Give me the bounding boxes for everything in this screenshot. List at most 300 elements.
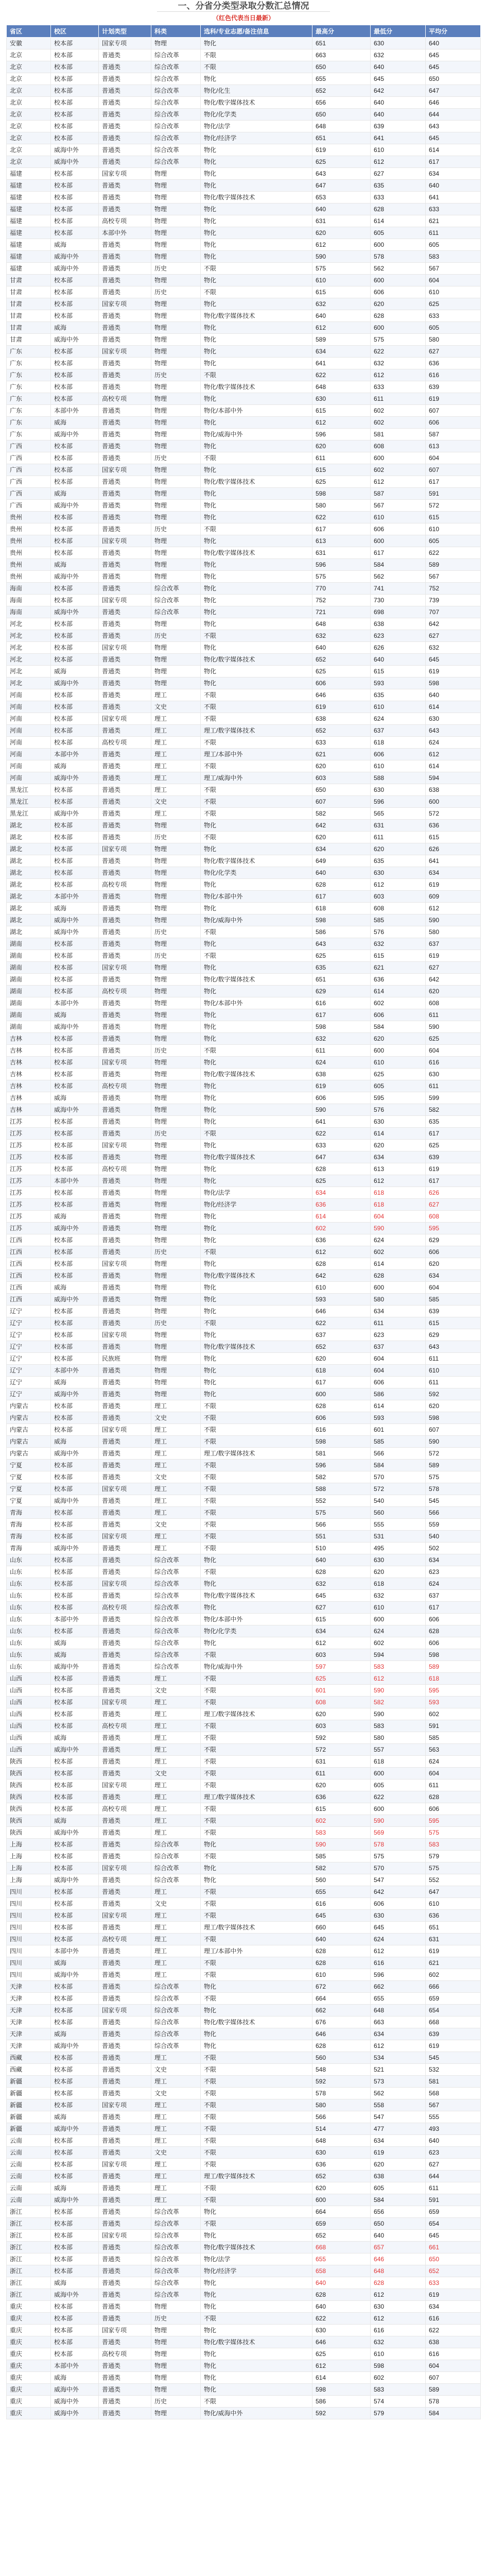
cell-province: 重庆 bbox=[7, 2396, 51, 2408]
cell-max-score: 612 bbox=[312, 1637, 371, 1649]
cell-subject: 物理 bbox=[151, 2336, 201, 2348]
cell-avg-score: 604 bbox=[426, 452, 481, 464]
table-row bbox=[7, 1471, 481, 1483]
table-row bbox=[7, 1791, 481, 1803]
cell-min-score: 642 bbox=[371, 85, 426, 97]
cell-remark: 不限 bbox=[201, 784, 312, 796]
cell-campus: 威海中外 bbox=[51, 1388, 99, 1400]
cell-province: 湖北 bbox=[7, 843, 51, 855]
cell-province: 海南 bbox=[7, 595, 51, 606]
cell-subject: 综合改革 bbox=[151, 1851, 201, 1862]
cell-campus: 威海中外 bbox=[51, 808, 99, 820]
cell-plan-type: 普通类 bbox=[99, 571, 151, 583]
cell-campus: 校本部 bbox=[51, 1839, 99, 1851]
cell-campus: 校本部 bbox=[51, 950, 99, 962]
cell-province: 山东 bbox=[7, 1649, 51, 1661]
cell-avg-score: 630 bbox=[426, 713, 481, 725]
cell-plan-type: 普通类 bbox=[99, 121, 151, 132]
cell-campus: 校本部 bbox=[51, 618, 99, 630]
table-row bbox=[7, 310, 481, 322]
cell-subject: 历史 bbox=[151, 523, 201, 535]
cell-avg-score: 654 bbox=[426, 2218, 481, 2230]
cell-subject: 物理 bbox=[151, 1187, 201, 1199]
cell-campus: 校本部 bbox=[51, 393, 99, 405]
cell-avg-score: 585 bbox=[426, 1294, 481, 1306]
cell-min-score: 616 bbox=[371, 2325, 426, 2336]
cell-min-score: 656 bbox=[371, 2206, 426, 2218]
cell-max-score: 770 bbox=[312, 583, 371, 595]
table-row bbox=[7, 1993, 481, 2005]
cell-campus: 校本部 bbox=[51, 2171, 99, 2182]
cell-avg-score: 634 bbox=[426, 168, 481, 180]
cell-campus: 校本部 bbox=[51, 1886, 99, 1898]
header-province: 省区 bbox=[7, 25, 51, 38]
cell-remark: 物化 bbox=[201, 168, 312, 180]
cell-plan-type: 普通类 bbox=[99, 1045, 151, 1057]
cell-avg-score: 620 bbox=[426, 1400, 481, 1412]
cell-campus: 校本部 bbox=[51, 2135, 99, 2147]
cell-subject: 物理 bbox=[151, 1163, 201, 1175]
cell-avg-score: 589 bbox=[426, 559, 481, 571]
cell-min-score: 639 bbox=[371, 121, 426, 132]
cell-min-score: 593 bbox=[371, 677, 426, 689]
cell-remark: 物化 bbox=[201, 1329, 312, 1341]
cell-min-score: 698 bbox=[371, 606, 426, 618]
cell-max-score: 640 bbox=[312, 1934, 371, 1945]
table-row bbox=[7, 2253, 481, 2265]
cell-subject: 综合改革 bbox=[151, 1661, 201, 1673]
cell-campus: 校本部 bbox=[51, 1590, 99, 1602]
table-row bbox=[7, 251, 481, 263]
cell-province: 江苏 bbox=[7, 1151, 51, 1163]
cell-plan-type: 普通类 bbox=[99, 1116, 151, 1128]
cell-campus: 校本部 bbox=[51, 168, 99, 180]
cell-campus: 校本部 bbox=[51, 1981, 99, 1993]
cell-campus: 威海中外 bbox=[51, 2194, 99, 2206]
cell-min-score: 602 bbox=[371, 405, 426, 417]
cell-avg-score: 572 bbox=[426, 1448, 481, 1460]
cell-remark: 不限 bbox=[201, 2123, 312, 2135]
cell-min-score: 606 bbox=[371, 286, 426, 298]
cell-campus: 校本部 bbox=[51, 1554, 99, 1566]
cell-remark: 不限 bbox=[201, 2135, 312, 2147]
cell-remark: 物化 bbox=[201, 358, 312, 369]
cell-campus: 校本部 bbox=[51, 85, 99, 97]
table-row bbox=[7, 1400, 481, 1412]
cell-remark: 物化 bbox=[201, 1223, 312, 1234]
cell-max-score: 617 bbox=[312, 1009, 371, 1021]
cell-avg-score: 624 bbox=[426, 737, 481, 749]
table-row bbox=[7, 1519, 481, 1531]
cell-plan-type: 普通类 bbox=[99, 760, 151, 772]
cell-max-score: 645 bbox=[312, 1590, 371, 1602]
cell-province: 重庆 bbox=[7, 2325, 51, 2336]
cell-campus: 威海中外 bbox=[51, 334, 99, 346]
cell-plan-type: 普通类 bbox=[99, 974, 151, 986]
cell-campus: 校本部 bbox=[51, 38, 99, 49]
cell-campus: 校本部 bbox=[51, 512, 99, 523]
cell-avg-score: 616 bbox=[426, 1057, 481, 1069]
table-row bbox=[7, 938, 481, 950]
cell-campus: 威海中外 bbox=[51, 1543, 99, 1554]
cell-avg-score: 626 bbox=[426, 1187, 481, 1199]
cell-max-score: 612 bbox=[312, 322, 371, 334]
cell-max-score: 630 bbox=[312, 2147, 371, 2159]
cell-remark: 不限 bbox=[201, 1910, 312, 1922]
cell-plan-type: 普通类 bbox=[99, 618, 151, 630]
cell-province: 广西 bbox=[7, 452, 51, 464]
cell-remark: 不限 bbox=[201, 1424, 312, 1436]
cell-province: 吉林 bbox=[7, 1104, 51, 1116]
cell-campus: 校本部 bbox=[51, 192, 99, 204]
cell-plan-type: 普通类 bbox=[99, 1993, 151, 2005]
cell-min-score: 615 bbox=[371, 950, 426, 962]
cell-plan-type: 普通类 bbox=[99, 1768, 151, 1780]
cell-subject: 综合改革 bbox=[151, 156, 201, 168]
cell-min-score: 613 bbox=[371, 1163, 426, 1175]
cell-avg-score: 618 bbox=[426, 1673, 481, 1685]
cell-plan-type: 普通类 bbox=[99, 263, 151, 275]
cell-min-score: 573 bbox=[371, 2076, 426, 2088]
cell-min-score: 606 bbox=[371, 523, 426, 535]
cell-subject: 物理 bbox=[151, 677, 201, 689]
cell-plan-type: 普通类 bbox=[99, 310, 151, 322]
cell-max-score: 640 bbox=[312, 867, 371, 879]
cell-min-score: 594 bbox=[371, 1649, 426, 1661]
cell-remark: 不限 bbox=[201, 1993, 312, 2005]
cell-province: 浙江 bbox=[7, 2253, 51, 2265]
cell-subject: 理工 bbox=[151, 1922, 201, 1934]
cell-subject: 物理 bbox=[151, 310, 201, 322]
cell-province: 江苏 bbox=[7, 1140, 51, 1151]
cell-province: 广西 bbox=[7, 488, 51, 500]
cell-max-score: 616 bbox=[312, 1424, 371, 1436]
cell-subject: 综合改革 bbox=[151, 1862, 201, 1874]
cell-plan-type: 普通类 bbox=[99, 784, 151, 796]
cell-subject: 物理 bbox=[151, 820, 201, 832]
cell-province: 云南 bbox=[7, 2135, 51, 2147]
cell-campus: 校本部 bbox=[51, 2253, 99, 2265]
cell-min-score: 606 bbox=[371, 1898, 426, 1910]
cell-max-score: 632 bbox=[312, 1033, 371, 1045]
cell-remark: 不限 bbox=[201, 2064, 312, 2076]
cell-plan-type: 普通类 bbox=[99, 61, 151, 73]
cell-remark: 不限 bbox=[201, 1957, 312, 1969]
cell-avg-score: 609 bbox=[426, 891, 481, 903]
cell-min-score: 614 bbox=[371, 215, 426, 227]
cell-avg-score: 610 bbox=[426, 1365, 481, 1377]
table-row bbox=[7, 1780, 481, 1791]
cell-avg-score: 639 bbox=[426, 1151, 481, 1163]
cell-plan-type: 普通类 bbox=[99, 1851, 151, 1862]
cell-subject: 理工 bbox=[151, 1507, 201, 1519]
cell-province: 贵州 bbox=[7, 535, 51, 547]
cell-province: 黑龙江 bbox=[7, 808, 51, 820]
table-row bbox=[7, 737, 481, 749]
cell-subject: 历史 bbox=[151, 452, 201, 464]
cell-max-score: 633 bbox=[312, 1140, 371, 1151]
table-row bbox=[7, 1981, 481, 1993]
table-row bbox=[7, 405, 481, 417]
table-row bbox=[7, 1862, 481, 1874]
cell-avg-score: 578 bbox=[426, 2396, 481, 2408]
cell-avg-score: 650 bbox=[426, 73, 481, 85]
cell-max-score: 575 bbox=[312, 263, 371, 275]
cell-province: 贵州 bbox=[7, 547, 51, 559]
cell-subject: 综合改革 bbox=[151, 595, 201, 606]
cell-campus: 本部中外 bbox=[51, 891, 99, 903]
cell-max-score: 551 bbox=[312, 1531, 371, 1543]
cell-subject: 物理 bbox=[151, 547, 201, 559]
cell-province: 湖北 bbox=[7, 855, 51, 867]
cell-min-score: 633 bbox=[371, 192, 426, 204]
cell-campus: 校本部 bbox=[51, 796, 99, 808]
cell-campus: 校本部 bbox=[51, 440, 99, 452]
cell-province: 宁夏 bbox=[7, 1460, 51, 1471]
cell-max-score: 628 bbox=[312, 1957, 371, 1969]
cell-avg-score: 639 bbox=[426, 2028, 481, 2040]
cell-province: 宁夏 bbox=[7, 1471, 51, 1483]
cell-province: 湖南 bbox=[7, 1009, 51, 1021]
cell-province: 湖南 bbox=[7, 962, 51, 974]
table-row bbox=[7, 2336, 481, 2348]
cell-avg-score: 585 bbox=[426, 1732, 481, 1744]
cell-avg-score: 633 bbox=[426, 310, 481, 322]
cell-min-score: 581 bbox=[371, 429, 426, 440]
cell-remark: 物化 bbox=[201, 1554, 312, 1566]
cell-min-score: 611 bbox=[371, 1317, 426, 1329]
table-row bbox=[7, 334, 481, 346]
cell-avg-score: 611 bbox=[426, 1080, 481, 1092]
cell-plan-type: 国家专项 bbox=[99, 1531, 151, 1543]
cell-remark: 不限 bbox=[201, 2194, 312, 2206]
cell-avg-score: 615 bbox=[426, 832, 481, 843]
cell-remark: 物化 bbox=[201, 346, 312, 358]
cell-remark: 不限 bbox=[201, 1400, 312, 1412]
cell-province: 陕西 bbox=[7, 1827, 51, 1839]
cell-min-score: 612 bbox=[371, 156, 426, 168]
cell-max-score: 548 bbox=[312, 2064, 371, 2076]
cell-plan-type: 普通类 bbox=[99, 1021, 151, 1033]
cell-min-score: 640 bbox=[371, 2230, 426, 2242]
cell-avg-score: 627 bbox=[426, 962, 481, 974]
cell-avg-score: 643 bbox=[426, 1341, 481, 1353]
cell-subject: 历史 bbox=[151, 263, 201, 275]
cell-min-score: 560 bbox=[371, 1507, 426, 1519]
cell-max-score: 627 bbox=[312, 1602, 371, 1614]
cell-plan-type: 普通类 bbox=[99, 1282, 151, 1294]
cell-max-score: 652 bbox=[312, 654, 371, 666]
cell-campus: 校本部 bbox=[51, 689, 99, 701]
cell-subject: 综合改革 bbox=[151, 109, 201, 121]
cell-avg-score: 651 bbox=[426, 1922, 481, 1934]
cell-max-score: 660 bbox=[312, 1922, 371, 1934]
cell-remark: 物化 bbox=[201, 2289, 312, 2301]
cell-campus: 校本部 bbox=[51, 713, 99, 725]
table-row bbox=[7, 1815, 481, 1827]
cell-plan-type: 本部中外 bbox=[99, 227, 151, 239]
cell-avg-score: 605 bbox=[426, 239, 481, 251]
cell-subject: 物理 bbox=[151, 227, 201, 239]
cell-campus: 校本部 bbox=[51, 1910, 99, 1922]
table-row bbox=[7, 1424, 481, 1436]
cell-subject: 综合改革 bbox=[151, 2230, 201, 2242]
cell-min-score: 620 bbox=[371, 298, 426, 310]
cell-campus: 校本部 bbox=[51, 2218, 99, 2230]
cell-province: 黑龙江 bbox=[7, 796, 51, 808]
cell-min-score: 646 bbox=[371, 2253, 426, 2265]
cell-plan-type: 普通类 bbox=[99, 1128, 151, 1140]
cell-plan-type: 普通类 bbox=[99, 867, 151, 879]
cell-min-score: 578 bbox=[371, 1839, 426, 1851]
cell-avg-score: 624 bbox=[426, 1578, 481, 1590]
table-row bbox=[7, 1128, 481, 1140]
cell-min-score: 620 bbox=[371, 1140, 426, 1151]
cell-plan-type: 国家专项 bbox=[99, 642, 151, 654]
cell-remark: 物化 bbox=[201, 1163, 312, 1175]
cell-remark: 物化 bbox=[201, 1377, 312, 1388]
cell-province: 云南 bbox=[7, 2194, 51, 2206]
cell-remark: 物化 bbox=[201, 334, 312, 346]
cell-avg-score: 739 bbox=[426, 595, 481, 606]
cell-avg-score: 610 bbox=[426, 523, 481, 535]
cell-campus: 威海中外 bbox=[51, 2123, 99, 2135]
cell-subject: 物理 bbox=[151, 1069, 201, 1080]
cell-max-score: 645 bbox=[312, 1910, 371, 1922]
cell-province: 广东 bbox=[7, 417, 51, 429]
cell-remark: 理工/数字媒体技术 bbox=[201, 1922, 312, 1934]
table-row bbox=[7, 1460, 481, 1471]
cell-province: 重庆 bbox=[7, 2360, 51, 2372]
cell-province: 湖北 bbox=[7, 891, 51, 903]
cell-avg-score: 590 bbox=[426, 1436, 481, 1448]
cell-subject: 理工 bbox=[151, 1448, 201, 1460]
cell-province: 黑龙江 bbox=[7, 784, 51, 796]
cell-avg-score: 612 bbox=[426, 903, 481, 914]
cell-avg-score: 707 bbox=[426, 606, 481, 618]
cell-max-score: 642 bbox=[312, 1270, 371, 1282]
cell-max-score: 590 bbox=[312, 251, 371, 263]
cell-remark: 物化 bbox=[201, 440, 312, 452]
cell-plan-type: 普通类 bbox=[99, 2206, 151, 2218]
table-row bbox=[7, 109, 481, 121]
cell-min-score: 521 bbox=[371, 2064, 426, 2076]
cell-plan-type: 普通类 bbox=[99, 2253, 151, 2265]
cell-campus: 威海 bbox=[51, 488, 99, 500]
cell-max-score: 616 bbox=[312, 1898, 371, 1910]
cell-province: 天津 bbox=[7, 2028, 51, 2040]
cell-province: 湖南 bbox=[7, 950, 51, 962]
table-row bbox=[7, 476, 481, 488]
table-row bbox=[7, 2111, 481, 2123]
cell-subject: 综合改革 bbox=[151, 97, 201, 109]
cell-plan-type: 普通类 bbox=[99, 322, 151, 334]
cell-province: 吉林 bbox=[7, 1045, 51, 1057]
cell-max-score: 582 bbox=[312, 808, 371, 820]
cell-plan-type: 普通类 bbox=[99, 1092, 151, 1104]
cell-subject: 理工 bbox=[151, 1827, 201, 1839]
cell-subject: 综合改革 bbox=[151, 121, 201, 132]
table-row bbox=[7, 2171, 481, 2182]
cell-subject: 理工 bbox=[151, 1673, 201, 1685]
cell-max-score: 612 bbox=[312, 1246, 371, 1258]
cell-min-score: 622 bbox=[371, 346, 426, 358]
cell-subject: 文史 bbox=[151, 1471, 201, 1483]
cell-avg-score: 637 bbox=[426, 938, 481, 950]
header-avg-score: 平均分 bbox=[426, 25, 481, 38]
cell-remark: 物化/威海中外 bbox=[201, 429, 312, 440]
table-row bbox=[7, 452, 481, 464]
cell-max-score: 634 bbox=[312, 1625, 371, 1637]
cell-min-score: 655 bbox=[371, 1993, 426, 2005]
header-subject: 科类 bbox=[151, 25, 201, 38]
cell-avg-score: 634 bbox=[426, 867, 481, 879]
cell-province: 内蒙古 bbox=[7, 1448, 51, 1460]
cell-province: 福建 bbox=[7, 263, 51, 275]
cell-province: 吉林 bbox=[7, 1092, 51, 1104]
table-row bbox=[7, 1033, 481, 1045]
cell-remark: 不限 bbox=[201, 1519, 312, 1531]
cell-max-score: 625 bbox=[312, 156, 371, 168]
cell-max-score: 575 bbox=[312, 571, 371, 583]
cell-campus: 校本部 bbox=[51, 938, 99, 950]
cell-min-score: 606 bbox=[371, 1377, 426, 1388]
table-row bbox=[7, 2372, 481, 2384]
cell-subject: 理工 bbox=[151, 2182, 201, 2194]
cell-remark: 物化/数字媒体技术 bbox=[201, 547, 312, 559]
cell-plan-type: 普通类 bbox=[99, 381, 151, 393]
cell-province: 湖北 bbox=[7, 879, 51, 891]
cell-province: 广西 bbox=[7, 500, 51, 512]
cell-campus: 校本部 bbox=[51, 1270, 99, 1282]
cell-province: 山东 bbox=[7, 1614, 51, 1625]
cell-remark: 物化 bbox=[201, 938, 312, 950]
cell-avg-score: 644 bbox=[426, 109, 481, 121]
cell-province: 湖北 bbox=[7, 832, 51, 843]
table-row bbox=[7, 1720, 481, 1732]
cell-campus: 本部中外 bbox=[51, 2360, 99, 2372]
cell-subject: 理工 bbox=[151, 1957, 201, 1969]
cell-plan-type: 普通类 bbox=[99, 2111, 151, 2123]
cell-plan-type: 国家专项 bbox=[99, 1424, 151, 1436]
cell-min-score: 638 bbox=[371, 618, 426, 630]
cell-remark: 不限 bbox=[201, 2159, 312, 2171]
cell-plan-type: 普通类 bbox=[99, 938, 151, 950]
cell-campus: 校本部 bbox=[51, 654, 99, 666]
cell-plan-type: 普通类 bbox=[99, 358, 151, 369]
cell-avg-score: 615 bbox=[426, 1317, 481, 1329]
cell-plan-type: 普通类 bbox=[99, 2028, 151, 2040]
table-row bbox=[7, 1151, 481, 1163]
cell-max-score: 588 bbox=[312, 1483, 371, 1495]
cell-avg-score: 545 bbox=[426, 1495, 481, 1507]
cell-province: 山东 bbox=[7, 1578, 51, 1590]
cell-plan-type: 普通类 bbox=[99, 1388, 151, 1400]
cell-plan-type: 高校专项 bbox=[99, 1803, 151, 1815]
cell-max-score: 659 bbox=[312, 2218, 371, 2230]
cell-campus: 校本部 bbox=[51, 642, 99, 654]
cell-max-score: 598 bbox=[312, 914, 371, 926]
cell-plan-type: 普通类 bbox=[99, 1815, 151, 1827]
table-row bbox=[7, 2135, 481, 2147]
cell-campus: 校本部 bbox=[51, 2088, 99, 2099]
cell-subject: 物理 bbox=[151, 974, 201, 986]
cell-max-score: 596 bbox=[312, 559, 371, 571]
table-row bbox=[7, 1590, 481, 1602]
table-row bbox=[7, 1898, 481, 1910]
cell-subject: 综合改革 bbox=[151, 2040, 201, 2052]
cell-plan-type: 普通类 bbox=[99, 275, 151, 286]
